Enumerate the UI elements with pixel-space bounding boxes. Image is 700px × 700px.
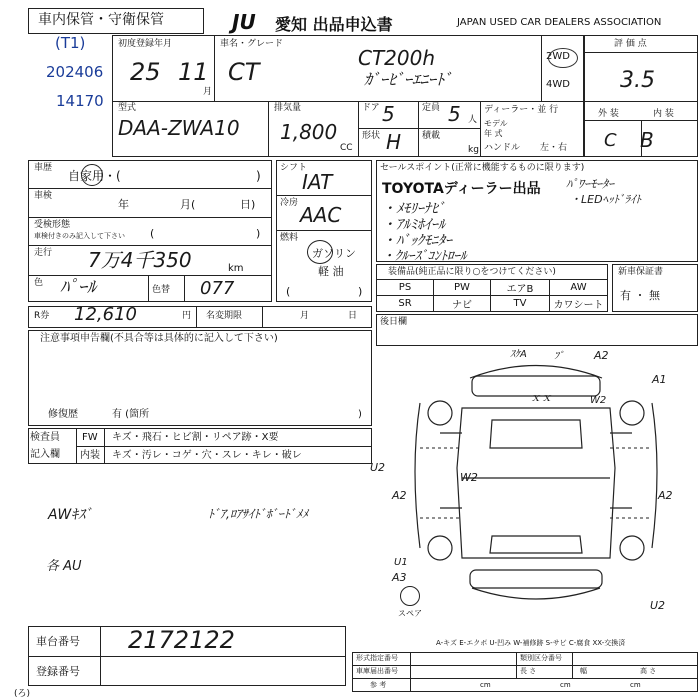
mark-a2r: A2 <box>658 489 673 502</box>
mark-top-1: ｽｹA <box>510 349 527 360</box>
inspector-row1-head: FW <box>82 432 98 443</box>
inspector-row2-head: 内装 <box>80 450 100 461</box>
inspection-year: 年 <box>118 198 129 211</box>
acceptance-close: ) <box>256 227 261 240</box>
int-value: B <box>640 128 654 152</box>
inspector-label-1: 検査員 <box>30 432 60 443</box>
lot-code: (T1) <box>55 34 86 52</box>
garage-number-label: 車庫届出番号 <box>356 667 398 675</box>
note-floor: 各 AU <box>46 559 82 574</box>
rating-score: 3.5 <box>620 68 655 93</box>
ju-logo: JU <box>232 10 256 34</box>
equip-leather: カワシート <box>549 295 608 312</box>
recycle-unit: 円 <box>182 311 192 321</box>
equip-navi: ナビ <box>433 295 491 312</box>
mileage-unit: km <box>228 263 244 274</box>
notes-box <box>28 330 372 426</box>
reg-number-label: 登録番号 <box>36 665 80 678</box>
mark-a2l: A2 <box>392 489 407 502</box>
selling-item-6: ・ｸﾙｰｽﾞｺﾝﾄﾛｰﾙ <box>382 249 467 264</box>
inspector-row1: キズ・飛石・ヒビ割・リペア跡・X要 <box>112 432 279 443</box>
notes-label: 注意事項申告欄(不具合等は具体的に記入して下さい) <box>40 333 278 344</box>
capacity-unit: 人 <box>468 115 478 125</box>
fuel-close: ) <box>358 285 363 298</box>
fuel-circle <box>307 240 333 264</box>
displacement-unit: CC <box>340 143 353 153</box>
selling-item-3: ・ﾒﾓﾘｰﾅﾋﾞ <box>382 201 445 217</box>
repair-value: 有 (箇所 <box>112 409 150 420</box>
cm-1: cm <box>480 681 491 689</box>
selling-item-1: ﾊﾟﾜｰﾓｰﾀｰ <box>566 177 615 191</box>
equip-tv: TV <box>490 295 550 312</box>
registration-year: 25 <box>130 58 161 86</box>
form-title: 愛知 出品申込書 <box>275 15 393 34</box>
cm-3: cm <box>630 681 641 689</box>
ref-label: 参 考 <box>370 681 387 689</box>
history-value: 自家用・( <box>68 169 121 183</box>
date-code: 202406 <box>46 63 104 81</box>
warranty-value: 有 ・ 無 <box>620 289 660 302</box>
spare-label: スペア <box>398 609 422 618</box>
color-change-label: 色替 <box>152 285 171 295</box>
name-change-label: 名変期限 <box>206 311 243 321</box>
fuel-paren: ( <box>286 285 291 298</box>
equip-sr: SR <box>376 295 434 312</box>
cooler-value: AAC <box>300 203 342 227</box>
inspection-month: 月( <box>180 198 196 211</box>
history-circle <box>81 164 103 186</box>
equip-aw: AW <box>549 279 608 296</box>
shift-value: IAT <box>302 170 333 194</box>
equip-ps: PS <box>376 279 434 296</box>
class-number-label: 類別区分番号 <box>520 654 562 662</box>
repair-label: 修復歴 <box>48 409 78 420</box>
mileage-value: 7万4千350 <box>88 248 192 272</box>
mark-u2b: U2 <box>650 599 666 612</box>
chassis-label: 車台番号 <box>36 635 80 648</box>
length-label: 長 さ <box>520 667 537 675</box>
equip-airbag: エアB <box>490 279 550 296</box>
fuel-label: 燃料 <box>280 233 299 243</box>
handle-options: 左・右 <box>540 143 568 153</box>
model-name: CT <box>228 58 260 86</box>
shift-label: シフト <box>280 163 308 173</box>
width-label: 幅 <box>580 667 587 675</box>
dealer-model: モデル <box>484 119 508 128</box>
ext-value: C <box>604 130 617 151</box>
type-label: 型式 <box>118 103 137 113</box>
model-grade-1: CT200h <box>358 46 436 70</box>
dealer-label: ディーラー・並 行 <box>484 105 559 115</box>
inspection-day: 日) <box>240 198 256 211</box>
mark-u1: U1 <box>394 557 408 568</box>
recycle-value: 12,610 <box>74 304 137 325</box>
history-label: 車歴 <box>34 163 53 173</box>
history-close: ) <box>256 169 261 183</box>
cm-2: cm <box>560 681 571 689</box>
shape-label: 形状 <box>362 131 381 141</box>
cooler-label: 冷房 <box>280 198 299 208</box>
after-label: 後日欄 <box>380 317 408 327</box>
inspection-label: 車検 <box>34 191 53 201</box>
acceptance-paren: ( <box>150 227 155 240</box>
rating-label: 評 価 点 <box>614 39 647 49</box>
mark-xx: ｘｘ <box>530 391 552 404</box>
inspector-row2: キズ・汚レ・コゲ・穴・スレ・キレ・破レ <box>112 450 302 461</box>
displacement-value: 1,800 <box>280 120 338 144</box>
mark-top-2: ﾌﾟ <box>554 351 564 362</box>
recycle-label: R券 <box>34 311 50 321</box>
displacement-label: 排気量 <box>274 103 302 113</box>
dealer-year: 年 式 <box>484 129 503 138</box>
equipment-label: 装備品(純正品に限り○をつけてください) <box>388 267 556 277</box>
bottom-cut: (ろ) <box>14 689 31 699</box>
acceptance-note: 車検付きのみ記入して下さい <box>34 232 125 240</box>
type-value: DAA-ZWA10 <box>118 116 240 140</box>
name-change-day: 日 <box>348 311 358 321</box>
lot-number: 14170 <box>56 92 104 110</box>
ext-label: 外 装 <box>598 109 619 119</box>
load-unit: kg <box>468 145 479 155</box>
mark-u2a: U2 <box>370 461 386 474</box>
warranty-label: 新車保証書 <box>618 267 664 277</box>
registration-month: 11 <box>178 58 209 86</box>
storage-label: 車内保管・守衛保管 <box>38 12 164 28</box>
capacity-value: 5 <box>448 102 461 126</box>
chassis-value: 2172122 <box>128 626 235 654</box>
inspector-label-2: 記入欄 <box>30 449 60 460</box>
model-grade-2: ｶﾞｰﾋﾞｰｴﾆｰﾄﾞ <box>364 70 453 89</box>
color-label: 色 <box>34 278 44 288</box>
toyota-stamp: TOYOTAディーラー出品 <box>382 181 541 197</box>
note-aw: AWｷｽﾞ <box>48 507 93 523</box>
mileage-label: 走行 <box>34 248 53 258</box>
mark-top-3: A2 <box>594 349 609 362</box>
height-label: 高 さ <box>640 667 657 675</box>
fuel-gasoline: ガソリン <box>312 247 356 260</box>
equip-pw: PW <box>433 279 491 296</box>
drive-2wd: 2WD <box>546 51 570 62</box>
color-value: ﾊﾟｰﾙ <box>60 277 96 298</box>
selling-item-5: ・ﾊﾞｯｸﾓﾆﾀｰ <box>382 233 452 249</box>
registration-label: 初度登録年月 <box>118 39 173 49</box>
acceptance-label: 受検形態 <box>34 220 71 230</box>
doors-label: ドア <box>362 103 380 113</box>
car-diagram <box>410 348 662 620</box>
drive-4wd: 4WD <box>546 79 570 90</box>
capacity-label: 定員 <box>422 103 441 113</box>
int-label: 内 装 <box>653 109 674 119</box>
association-name: JAPAN USED CAR DEALERS ASSOCIATION <box>457 17 662 28</box>
spec-number-label: 形式指定番号 <box>356 654 398 662</box>
selling-label: セールスポイント(正常に機能するものに限ります) <box>380 163 585 173</box>
after-box <box>376 314 698 346</box>
selling-item-4: ・ｱﾙﾐﾎｲｰﾙ <box>382 217 445 233</box>
handle-label: ハンドル <box>484 143 521 153</box>
fuel-diesel: 軽 油 <box>318 265 344 278</box>
mark-r1: A1 <box>652 373 667 386</box>
shape-value: H <box>386 130 402 154</box>
note-doors: ﾄﾞｱ,ﾛｱｻｲﾄﾞﾎﾞｰﾄﾞﾒﾒ <box>208 507 308 521</box>
mark-a3: A3 <box>392 571 407 584</box>
color-code: 077 <box>200 278 235 299</box>
damage-legend: A-キズ E-エクボ U-凹み W-補修跡 S-サビ C-腐食 XX-交換済 <box>436 639 626 647</box>
month-unit: 月 <box>203 87 213 97</box>
load-label: 積載 <box>422 131 441 141</box>
repair-close: ) <box>358 409 362 420</box>
mark-r2: W2 <box>590 395 607 406</box>
selling-item-2: ・LEDﾍｯﾄﾞﾗｲﾄ <box>570 193 642 206</box>
mark-w2: W2 <box>460 471 478 484</box>
name-change-month: 月 <box>300 311 310 321</box>
drive-circle <box>548 48 578 68</box>
spare-tire-icon <box>400 586 420 606</box>
doors-value: 5 <box>382 102 395 126</box>
model-label: 車名・グレード <box>220 39 284 49</box>
